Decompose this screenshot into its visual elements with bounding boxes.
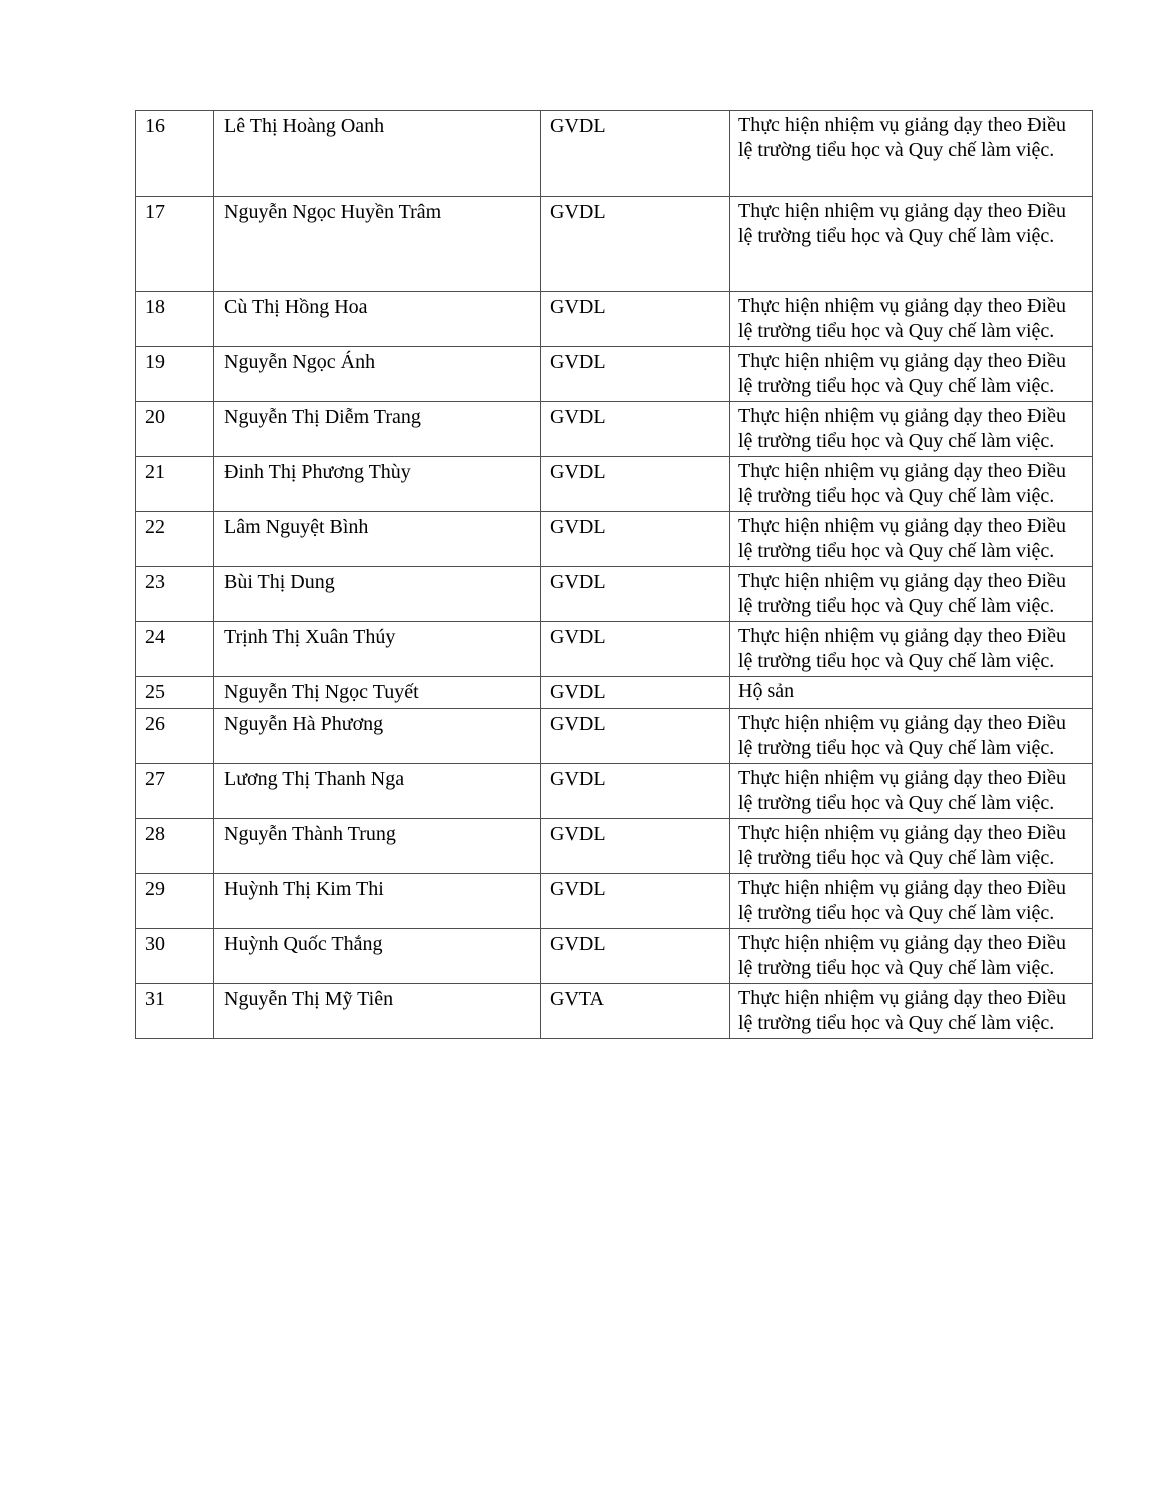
duty-cell xyxy=(730,197,1093,292)
table-row xyxy=(136,677,1093,709)
table-row xyxy=(136,819,1093,874)
duty-cell xyxy=(730,984,1093,1039)
duty-text: Thực hiện nhiệm vụ giảng dạy theo Điều lệ trường tiểu học và Quy chế làm việc. xyxy=(738,295,1066,342)
role-code-cell xyxy=(541,709,730,764)
role-code-cell xyxy=(541,457,730,512)
duty-text: Thực hiện nhiệm vụ giảng dạy theo Điều lệ trường tiểu học và Quy chế làm việc. xyxy=(738,114,1066,161)
teacher-name: Huỳnh Quốc Thắng xyxy=(224,933,383,955)
teacher-name: Nguyễn Thị Ngọc Tuyết xyxy=(224,681,419,703)
table-row xyxy=(136,622,1093,677)
row-number: 25 xyxy=(145,681,165,703)
teacher-name-cell xyxy=(214,764,541,819)
role-code-cell xyxy=(541,677,730,709)
row-number: 17 xyxy=(145,201,165,223)
row-number: 30 xyxy=(145,933,165,955)
row-number-cell xyxy=(136,874,214,929)
teacher-name-cell xyxy=(214,709,541,764)
duty-cell xyxy=(730,874,1093,929)
teacher-name-cell xyxy=(214,819,541,874)
teacher-name: Lâm Nguyệt Bình xyxy=(224,516,369,538)
role-code-cell xyxy=(541,197,730,292)
teacher-name-cell xyxy=(214,111,541,197)
duty-cell xyxy=(730,709,1093,764)
teacher-name: Bùi Thị Dung xyxy=(224,571,335,593)
row-number-cell xyxy=(136,984,214,1039)
duty-text: Thực hiện nhiệm vụ giảng dạy theo Điều lệ trường tiểu học và Quy chế làm việc. xyxy=(738,570,1066,617)
row-number-cell xyxy=(136,819,214,874)
duty-text: Thực hiện nhiệm vụ giảng dạy theo Điều lệ trường tiểu học và Quy chế làm việc. xyxy=(738,877,1066,924)
role-code-cell xyxy=(541,984,730,1039)
role-code: GVDL xyxy=(550,406,606,428)
role-code-cell xyxy=(541,512,730,567)
table-row xyxy=(136,457,1093,512)
duty-cell xyxy=(730,567,1093,622)
teacher-name-cell xyxy=(214,984,541,1039)
role-code: GVDL xyxy=(550,681,606,703)
duty-text: Thực hiện nhiệm vụ giảng dạy theo Điều lệ trường tiểu học và Quy chế làm việc. xyxy=(738,932,1066,979)
table-row xyxy=(136,111,1093,197)
table-row xyxy=(136,764,1093,819)
duty-text: Thực hiện nhiệm vụ giảng dạy theo Điều lệ trường tiểu học và Quy chế làm việc. xyxy=(738,515,1066,562)
table-row xyxy=(136,567,1093,622)
duty-text: Thực hiện nhiệm vụ giảng dạy theo Điều lệ trường tiểu học và Quy chế làm việc. xyxy=(738,625,1066,672)
role-code: GVDL xyxy=(550,768,606,790)
role-code-cell xyxy=(541,347,730,402)
row-number-cell xyxy=(136,512,214,567)
teacher-name: Lương Thị Thanh Nga xyxy=(224,768,405,790)
teacher-name-cell xyxy=(214,622,541,677)
duty-cell xyxy=(730,402,1093,457)
duty-cell xyxy=(730,819,1093,874)
table-row xyxy=(136,197,1093,292)
teacher-name-cell xyxy=(214,197,541,292)
row-number: 29 xyxy=(145,878,165,900)
teacher-name: Đinh Thị Phương Thùy xyxy=(224,461,411,483)
role-code: GVDL xyxy=(550,351,606,373)
duty-text: Thực hiện nhiệm vụ giảng dạy theo Điều lệ trường tiểu học và Quy chế làm việc. xyxy=(738,822,1066,869)
role-code-cell xyxy=(541,567,730,622)
teacher-name: Huỳnh Thị Kim Thi xyxy=(224,878,384,900)
role-code: GVTA xyxy=(550,988,604,1010)
role-code: GVDL xyxy=(550,201,606,223)
duty-cell xyxy=(730,457,1093,512)
table-row xyxy=(136,347,1093,402)
table-row xyxy=(136,929,1093,984)
row-number: 23 xyxy=(145,571,165,593)
duty-cell xyxy=(730,929,1093,984)
role-code-cell xyxy=(541,764,730,819)
role-code: GVDL xyxy=(550,461,606,483)
row-number: 26 xyxy=(145,713,165,735)
row-number: 24 xyxy=(145,626,165,648)
teacher-name-cell xyxy=(214,292,541,347)
row-number-cell xyxy=(136,677,214,709)
table-row xyxy=(136,874,1093,929)
teacher-name: Lê Thị Hoàng Oanh xyxy=(224,115,385,137)
duty-cell xyxy=(730,764,1093,819)
row-number-cell xyxy=(136,197,214,292)
role-code-cell xyxy=(541,622,730,677)
table-row xyxy=(136,402,1093,457)
row-number-cell xyxy=(136,567,214,622)
duty-text: Hộ sản xyxy=(738,680,795,702)
role-code: GVDL xyxy=(550,878,606,900)
row-number: 22 xyxy=(145,516,165,538)
role-code: GVDL xyxy=(550,516,606,538)
teacher-name-cell xyxy=(214,512,541,567)
row-number-cell xyxy=(136,929,214,984)
teacher-name: Nguyễn Ngọc Huyền Trâm xyxy=(224,201,442,223)
role-code: GVDL xyxy=(550,713,606,735)
row-number-cell xyxy=(136,111,214,197)
duty-text: Thực hiện nhiệm vụ giảng dạy theo Điều lệ trường tiểu học và Quy chế làm việc. xyxy=(738,712,1066,759)
teacher-name-cell xyxy=(214,347,541,402)
role-code: GVDL xyxy=(550,571,606,593)
row-number-cell xyxy=(136,457,214,512)
role-code-cell xyxy=(541,874,730,929)
row-number: 19 xyxy=(145,351,165,373)
duty-cell xyxy=(730,677,1093,709)
row-number: 28 xyxy=(145,823,165,845)
duty-cell xyxy=(730,347,1093,402)
role-code: GVDL xyxy=(550,823,606,845)
row-number: 16 xyxy=(145,115,165,137)
row-number-cell xyxy=(136,764,214,819)
row-number: 20 xyxy=(145,406,165,428)
role-code-cell xyxy=(541,819,730,874)
role-code: GVDL xyxy=(550,626,606,648)
row-number: 27 xyxy=(145,768,165,790)
role-code: GVDL xyxy=(550,296,606,318)
teacher-name: Nguyễn Thị Mỹ Tiên xyxy=(224,988,394,1010)
row-number-cell xyxy=(136,347,214,402)
teacher-name: Nguyễn Thành Trung xyxy=(224,823,396,845)
duty-cell xyxy=(730,292,1093,347)
duty-text: Thực hiện nhiệm vụ giảng dạy theo Điều lệ trường tiểu học và Quy chế làm việc. xyxy=(738,987,1066,1034)
role-code: GVDL xyxy=(550,933,606,955)
teacher-name: Cù Thị Hồng Hoa xyxy=(224,296,368,318)
row-number-cell xyxy=(136,292,214,347)
teacher-name-cell xyxy=(214,567,541,622)
row-number-cell xyxy=(136,622,214,677)
duty-text: Thực hiện nhiệm vụ giảng dạy theo Điều lệ trường tiểu học và Quy chế làm việc. xyxy=(738,460,1066,507)
duty-text: Thực hiện nhiệm vụ giảng dạy theo Điều lệ trường tiểu học và Quy chế làm việc. xyxy=(738,767,1066,814)
table-row xyxy=(136,292,1093,347)
teacher-name: Nguyễn Hà Phương xyxy=(224,713,384,735)
teacher-name-cell xyxy=(214,677,541,709)
duty-cell xyxy=(730,512,1093,567)
teacher-name: Nguyễn Ngọc Ánh xyxy=(224,351,376,373)
teacher-name-cell xyxy=(214,402,541,457)
duty-cell xyxy=(730,622,1093,677)
role-code-cell xyxy=(541,929,730,984)
teacher-duty-table xyxy=(135,110,1093,1039)
duty-text: Thực hiện nhiệm vụ giảng dạy theo Điều lệ trường tiểu học và Quy chế làm việc. xyxy=(738,200,1066,247)
teacher-name-cell xyxy=(214,874,541,929)
teacher-name: Trịnh Thị Xuân Thúy xyxy=(224,626,396,648)
row-number: 21 xyxy=(145,461,165,483)
role-code-cell xyxy=(541,402,730,457)
table-row xyxy=(136,709,1093,764)
duty-text: Thực hiện nhiệm vụ giảng dạy theo Điều lệ trường tiểu học và Quy chế làm việc. xyxy=(738,350,1066,397)
role-code: GVDL xyxy=(550,115,606,137)
role-code-cell xyxy=(541,292,730,347)
teacher-name-cell xyxy=(214,457,541,512)
role-code-cell xyxy=(541,111,730,197)
teacher-name: Nguyễn Thị Diễm Trang xyxy=(224,406,421,428)
duty-text: Thực hiện nhiệm vụ giảng dạy theo Điều lệ trường tiểu học và Quy chế làm việc. xyxy=(738,405,1066,452)
duty-cell xyxy=(730,111,1093,197)
row-number-cell xyxy=(136,709,214,764)
row-number: 31 xyxy=(145,988,165,1010)
teacher-duty-table-body xyxy=(136,111,1093,1039)
teacher-name-cell xyxy=(214,929,541,984)
row-number: 18 xyxy=(145,296,165,318)
row-number-cell xyxy=(136,402,214,457)
table-row xyxy=(136,512,1093,567)
table-row xyxy=(136,984,1093,1039)
